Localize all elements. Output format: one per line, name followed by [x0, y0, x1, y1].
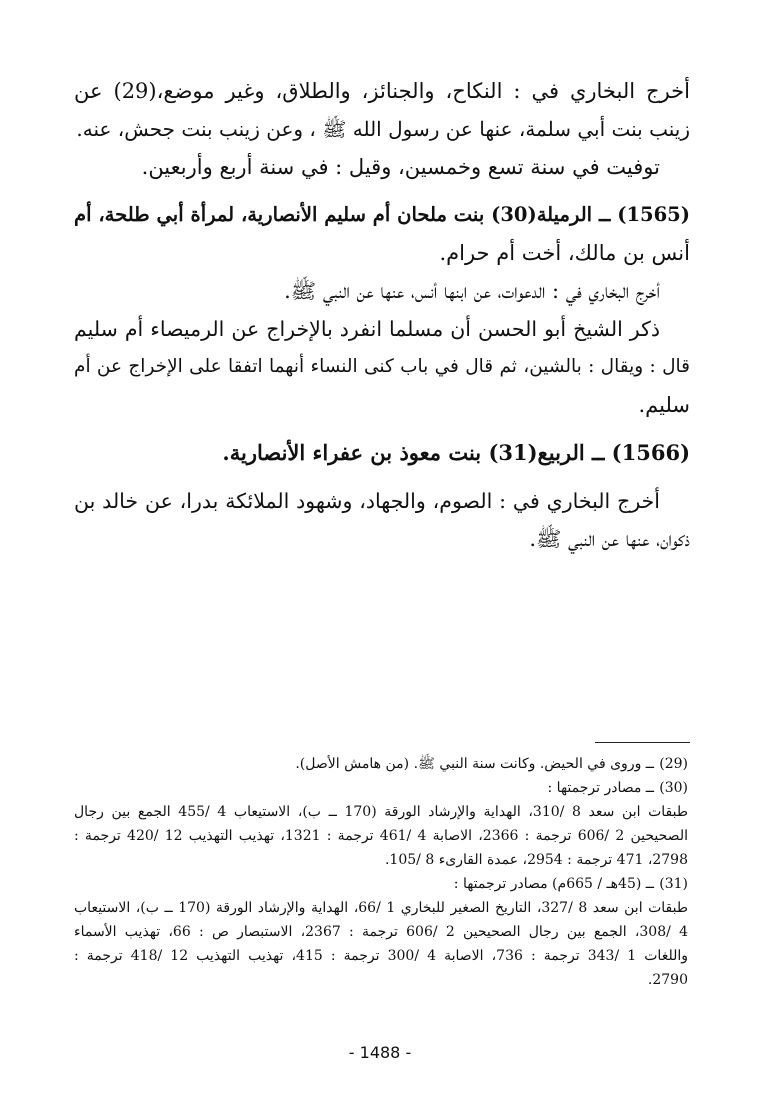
text-line: ذكر الشيخ أبو الحسن أن مسلما انفرد بالإخراج عن الرميصاء أم سليم [74, 317, 660, 341]
footnote-line: واللغات 1 /343 ترجمة : 736، الاصابة 4 /300 ترجمة : 415، تهذيب التهذيب 12 /418 ترجمة : [74, 948, 688, 964]
text-line: قال : ويقال : بالشين، ثم قال في باب كنى النساء أنهما اتفقا على الإخراج عن أم [74, 356, 690, 377]
text-line: توفيت في سنة تسع وخمسين، وقيل : في سنة أربع وأربعين. [141, 155, 660, 179]
text-line: أخرج البخاري في : الدعوات، عن ابنها أنس، عنها عن النبي ﷺ. [284, 279, 660, 303]
text-line: زينب بنت أبي سلمة، عنها عن رسول الله ﷺ ، وعن زينب بنت جحش، عنه. [76, 117, 690, 141]
paragraph-death-date [74, 148, 690, 186]
paragraph-bukhari-nikah [74, 72, 690, 148]
footnote-line: ــ وروى في الحيض. وكانت سنة النبي ﷺ. (من هامش الأصل). [295, 756, 654, 772]
entry-1565-heading [74, 196, 690, 272]
footnote-divider [595, 742, 690, 743]
footnote-number: (31) [659, 876, 688, 892]
footnote-31-body [74, 896, 688, 992]
entry-1566-heading [74, 434, 690, 472]
text-line: (1565) ــ الرميلة(30) بنت ملحان أم سليم الأنصارية، لمرأة أبي طلحة، أم [74, 203, 690, 226]
text-line: (1566) ــ الربيع(31) بنت معوذ بن عفراء الأنصارية. [222, 440, 690, 465]
paragraph-shaykh-abu-hasan [74, 310, 690, 424]
paragraph-bukhari-daawat [74, 272, 690, 310]
footnote-line: 2798، 471 ترجمة : 2954، عمدة القارىء 8 /105. [384, 852, 688, 868]
paragraph-bukhari-sawm [74, 482, 690, 558]
footnotes [74, 752, 688, 992]
footnote-line: 4 /308، الجمع بين رجال الصحيحين 2 /606 ترجمة : 2367، الاستبصار ص : 66، تهذيب الأسماء [74, 924, 688, 940]
footnote-line: 2790. [647, 972, 688, 988]
footnote-line: ــ (45هـ / 665م) مصادر ترجمتها : [453, 876, 654, 892]
page-number: - 1488 - [348, 1043, 412, 1062]
text-line: أخرج البخاري في : النكاح، والجنائز، والطلاق، وغير موضع،(29) عن [74, 79, 690, 103]
text-line: أخرج البخاري في : الصوم، والجهاد، وشهود الملائكة بدرا، عن خالد بن [74, 489, 660, 513]
footnote-line: طبقات ابن سعد 8 /327، التاريخ الصغير للبخاري 1 /66، الهداية والإرشاد الورقة (170 ــ ب)، الاستيعاب [74, 900, 689, 916]
footnote-line: طبقات ابن سعد 8 /310، الهداية والإرشاد الورقة (170 ــ ب)، الاستيعاب 4 /455 الجمع بين رجال [74, 804, 689, 820]
footnote-line: الصحيحين 2 /606 ترجمة : 2366، الاصابة 4 /461 ترجمة : 1321، تهذيب التهذيب 12 /420 ترجمة : [74, 828, 688, 844]
footnote-30-body [74, 800, 688, 872]
footnote-number: (29) [659, 756, 688, 772]
text-line: سليم. [638, 393, 690, 417]
footnote-31 [74, 872, 688, 896]
footnote-30 [74, 776, 688, 800]
text-line: أنس بن مالك، أخت أم حرام. [439, 241, 690, 265]
text-line: ذكوان، عنها عن النبي ﷺ. [529, 527, 690, 551]
footnote-29 [74, 752, 688, 776]
main-text [74, 72, 690, 558]
footnote-number: (30) [659, 780, 688, 796]
footnote-line: ــ مصادر ترجمتها : [547, 780, 654, 796]
